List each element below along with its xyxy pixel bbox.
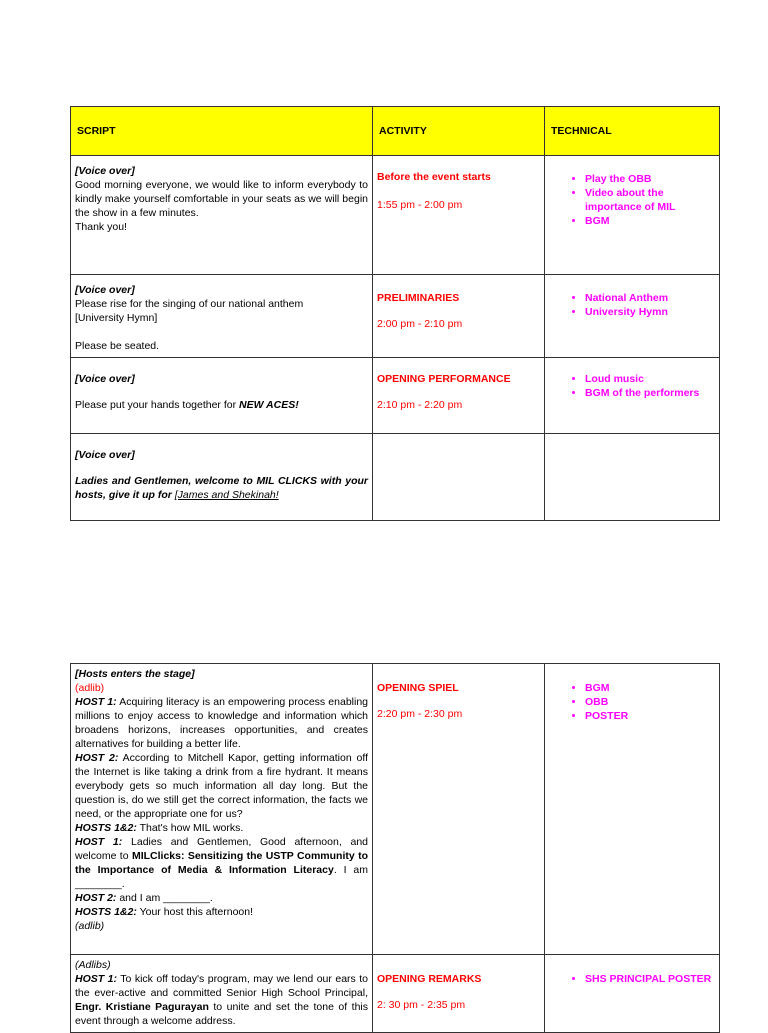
activity-title: OPENING PERFORMANCE [377,373,511,385]
program-table-1 [70,106,720,521]
activity-title: Before the event starts [377,171,491,183]
adlib-note: (Adlibs) [75,959,111,971]
activity-cell [373,955,545,1033]
technical-item: • SHS PRINCIPAL POSTER [585,972,715,986]
technical-list [549,972,715,986]
activity-cell [373,358,545,434]
adlib-note: (adlib) [75,920,105,932]
technical-cell [545,156,720,275]
performer-name: NEW ACES! [239,399,299,411]
voice-over-label: [Voice over] [75,373,135,385]
technical-list [549,681,715,723]
script-cell [71,955,373,1033]
technical-cell [545,434,720,521]
host-line: HOST 1: Acquiring literacy is an empowering process enabling millions to enjoy access to knowledge and information which broadens horizons, increases opportunities, and creates alternatives for building a better life. [75,696,369,750]
technical-list [549,172,715,228]
voice-over-label: [Voice over] [75,284,135,296]
activity-title: OPENING SPIEL [377,682,459,694]
header-activity: ACTIVITY [373,107,545,156]
script-text: Please put your hands together for NEW ACES! [75,399,299,411]
activity-time: 1:55 pm - 2:00 pm [377,199,463,211]
technical-item: • OBB [585,695,715,709]
program-table-2 [70,663,720,1033]
table-row [71,434,720,521]
table-row [71,275,720,358]
script-text: [University Hymn] [75,312,158,324]
host-line: HOST 1: To kick off today's program, may we lend our ears to the ever-active and committed Senior High School Principal, Engr. Kristiane Pagurayan to unite and set the tone of this event through a welcome address. [75,973,369,1027]
host-line: HOSTS 1&2: That's how MIL works. [75,822,244,834]
principal-name: Engr. Kristiane Pagurayan [75,1001,209,1013]
voice-over-label: [Voice over] [75,449,135,461]
activity-time: 2:20 pm - 2:30 pm [377,708,463,720]
technical-item: • BGM [585,214,715,228]
host-line: HOSTS 1&2: Your host this afternoon! [75,906,254,918]
technical-cell [545,664,720,955]
activity-cell [373,434,545,521]
script-cell [71,664,373,955]
host-line: HOST 2: According to Mitchell Kapor, getting information off the Internet is like taking a drink from a fire hydrant. It means everybody gets so much information all day long. But the question is, do we still get the correct information, the facts we need, or the appropriate one for us? [75,752,368,820]
table-row [71,358,720,434]
script-cell [71,434,373,521]
header-script: SCRIPT [71,107,373,156]
voice-over-label: [Voice over] [75,165,135,177]
activity-time: 2:00 pm - 2:10 pm [377,318,463,330]
adlib-note: (adlib) [75,682,105,694]
technical-item: • Play the OBB [585,172,715,186]
technical-cell [545,275,720,358]
technical-item: • BGM [585,681,715,695]
host-line: HOST 1: Ladies and Gentlemen, Good afternoon, and welcome to MILClicks: Sensitizing the USTP Community to the Importance of Media & Information Literacy. I am ________. [75,836,369,890]
script-text: Please rise for the singing of our national anthem [75,298,304,310]
activity-cell [373,664,545,955]
script-text: Ladies and Gentlemen, welcome to MIL CLICKS with your hosts, give it up for [James and Shekinah! [75,475,368,501]
technical-item: • National Anthem [585,291,715,305]
activity-time: 2: 30 pm - 2:35 pm [377,999,466,1011]
host-line: HOST 2: and I am ________. [75,892,213,904]
activity-title: OPENING REMARKS [377,973,482,985]
technical-item: • Loud music [585,372,715,386]
table-row [71,664,720,955]
activity-time: 2:10 pm - 2:20 pm [377,399,463,411]
event-title: MILClicks: Sensitizing the USTP Community to the Importance of Media & Information Literacy [75,850,368,876]
script-text: Thank you! [75,221,127,233]
stage-direction: [Hosts enters the stage] [75,668,195,680]
technical-list [549,291,715,319]
technical-cell [545,358,720,434]
header-row [71,107,720,156]
table-row [71,955,720,1033]
header-technical: TECHNICAL [545,107,720,156]
script-text: Please be seated. [75,340,160,352]
technical-item: • Video about the importance of MIL [585,186,715,214]
activity-cell [373,275,545,358]
activity-title: PRELIMINARIES [377,292,460,304]
technical-item: • POSTER [585,709,715,723]
script-cell [71,156,373,275]
activity-cell [373,156,545,275]
script-cell [71,275,373,358]
technical-list [549,372,715,400]
host-names-link: [James and Shekinah! [174,489,279,501]
technical-cell [545,955,720,1033]
technical-item: • University Hymn [585,305,715,319]
script-cell [71,358,373,434]
table-row [71,156,720,275]
script-text: Good morning everyone, we would like to inform everybody to kindly make yourself comfortable in your seats as we will begin the show in a few minutes. [75,179,368,219]
technical-item: • BGM of the performers [585,386,715,400]
